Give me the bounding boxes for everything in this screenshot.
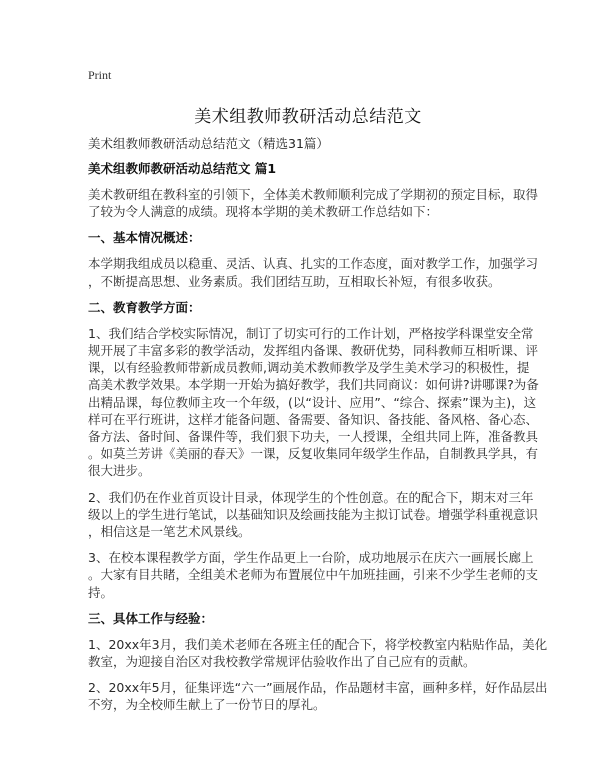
paragraph [88, 679, 548, 713]
text-line: 样可在平行班讲，这样才能备问题、备需要、备知识、备技能、备风格、备心态、 [88, 411, 539, 427]
text-line: 不穷，为全校师生献上了一份节日的厚礼。 [88, 697, 326, 713]
text-line: 持。 [88, 584, 114, 600]
text-line: 高美术教学效果。本学期一开始为搞好教学，我们共同商议：如何讲?讲哪课?为备 [88, 377, 539, 393]
text-line: 级以上的学生进行笔试，以基础知识及绘画技能为主拟订试卷。增强学科重视意识 [88, 506, 539, 522]
text-line: 三、具体工作与经验： [88, 610, 214, 626]
paragraph [88, 325, 539, 480]
text-line: 很大进步。 [88, 463, 151, 479]
text-line: ，不断提高思想、业务素质。我们团结互助，互相取长补短，有很多收获。 [88, 273, 501, 289]
paragraph [88, 186, 539, 220]
section-heading [88, 610, 528, 627]
text-line: 美术组教师教研活动总结范文 篇1 [88, 161, 277, 176]
text-line: 3、在校本课程教学方面，学生作品更上一台阶，成功地展示在庆六一画展长廊上 [88, 550, 534, 566]
document-subtitle: 美术组教师教研活动总结范文（精选31篇） [88, 136, 329, 151]
text-line: ，相信这是一笔艺术风景线。 [88, 524, 251, 540]
text-line: 美术教研组在教科室的引领下，全体美术教师顺利完成了学期初的预定目标，取得 [88, 187, 539, 202]
text-line: 出精品课，每位教师主攻一个年级，(以“设计、应用”、“综合、探索”课为主)，这 [88, 394, 537, 410]
text-line: 本学期我组成员以稳重、灵活、认真、扎实的工作态度，面对教学工作，加强学习 [88, 256, 539, 272]
text-line: 备方法、备时间、备课件等，我们狠下功夫，一人授课，全组共同上阵，准备教具 [88, 429, 539, 445]
text-line: 2、20xx年5月，征集评选“六一”画展作品，作品题材丰富，画种多样，好作品层出 [88, 680, 548, 696]
section-heading [88, 229, 528, 246]
document-title: 美术组教师教研活动总结范文 [194, 107, 422, 127]
section-heading [88, 160, 528, 177]
text-line: 二、教育教学方面： [88, 299, 201, 315]
section-heading [88, 299, 528, 316]
paragraph [88, 549, 539, 601]
text-line: 。如莫兰芳讲《美丽的春天》一课，反复收集同年级学生作品，自制教具学具，有 [88, 446, 539, 462]
text-line: 1、20xx年3月，我们美术老师在各班主任的配合下，将学校教室内粘贴作品，美化 [88, 636, 548, 652]
text-line: 1、我们结合学校实际情况，制订了切实可行的工作计划，严格按学科课堂安全常 [88, 325, 534, 341]
text-line: 。大家有目共睹，全组美术老师为布置展位中午加班挂画，引来不少学生老师的支 [88, 567, 539, 583]
text-line: 规开展了丰富多彩的教学活动，发挥组内备课、教研优势，同科教师互相听课、评 [88, 343, 539, 359]
document-page [88, 68, 548, 723]
text-line: 教室，为迎接自治区对我校教学常规评估验收作出了自己应有的贡献。 [88, 654, 476, 670]
text-line: 2、我们仍在作业首页设计目录，体现学生的个性创意。在的配合下，期末对三年 [88, 489, 534, 505]
text-line: 一、基本情况概述： [88, 230, 201, 246]
document-body [88, 160, 548, 714]
text-line: 了较为令人满意的成绩。现将本学期的美术教研工作总结如下： [88, 204, 439, 220]
paragraph [88, 489, 539, 541]
paragraph [88, 255, 539, 289]
paragraph [88, 636, 548, 670]
text-line: 课，以有经验教师带新成员教师,调动美术教师教学及学生美术学习的积极性，提 [88, 360, 530, 376]
print-link[interactable]: Print [88, 68, 112, 82]
